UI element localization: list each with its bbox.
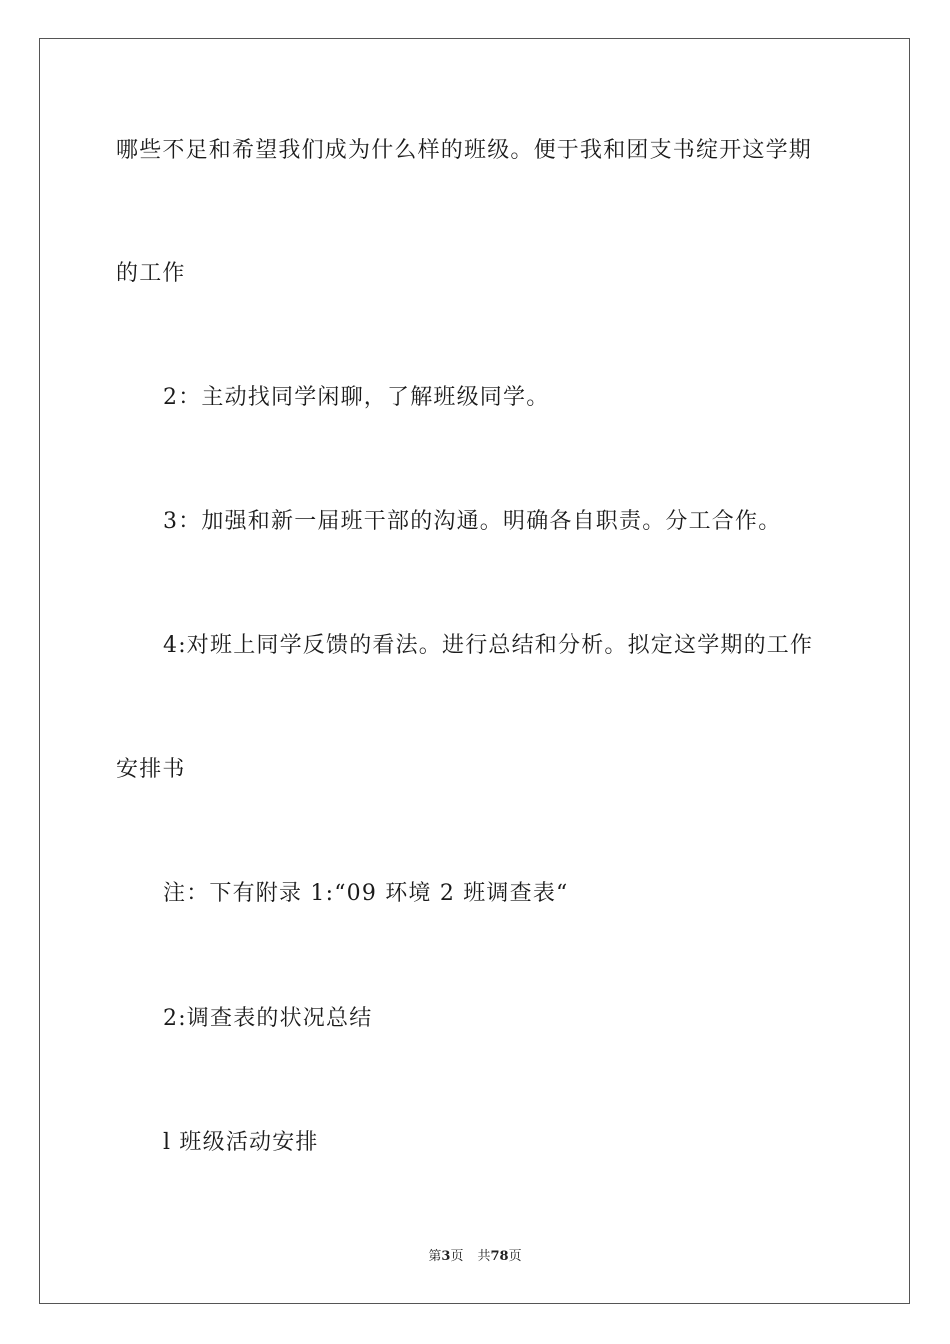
footer-page-suffix: 页 — [450, 1249, 464, 1264]
page-frame — [39, 38, 910, 1304]
footer-total-prefix: 共 — [477, 1249, 491, 1264]
text-line-8: 2:调查表的状况总结 — [163, 1006, 373, 1031]
text-line-3: 2：主动找同学闲聊，了解班级同学。 — [163, 385, 550, 410]
text-line-6: 安排书 — [116, 757, 186, 782]
footer-page-number: 3 — [441, 1249, 451, 1264]
text-line-7: 注：下有附录 1:“09 环境 2 班调查表“ — [163, 881, 569, 906]
footer-total-suffix: 页 — [508, 1249, 522, 1264]
page-footer — [0, 1248, 950, 1266]
footer-page-prefix: 第 — [428, 1249, 442, 1264]
text-line-2: 的工作 — [116, 261, 186, 286]
text-line-5: 4:对班上同学反馈的看法。进行总结和分析。拟定这学期的工作 — [163, 633, 814, 658]
footer-total-pages: 78 — [490, 1249, 509, 1264]
text-line-9: l 班级活动安排 — [163, 1130, 319, 1155]
text-line-4: 3：加强和新一届班干部的沟通。明确各自职责。分工合作。 — [163, 509, 782, 534]
text-line-1: 哪些不足和希望我们成为什么样的班级。便于我和团支书绽开这学期 — [116, 138, 813, 163]
